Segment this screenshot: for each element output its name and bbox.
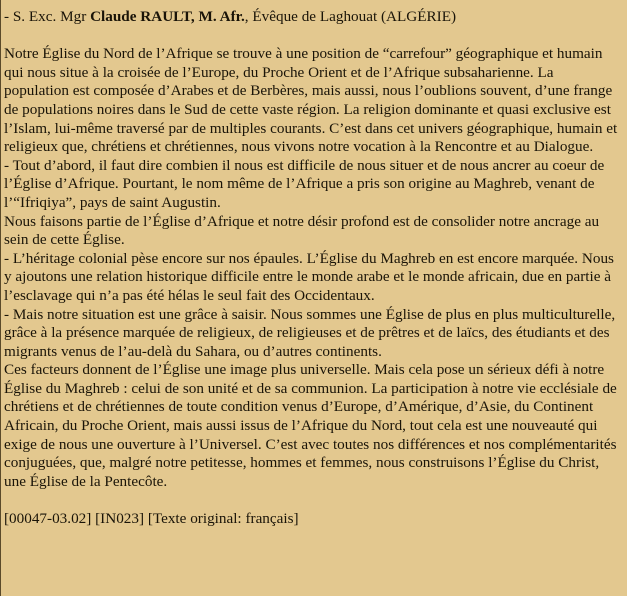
document-body — [4, 8, 622, 529]
speaker-name: Claude RAULT, M. Afr. — [90, 8, 245, 25]
speaker-title: , Évêque de Laghouat (ALGÉRIE) — [244, 8, 457, 25]
speaker-header — [4, 8, 622, 27]
paragraph-intro: Notre Église du Nord de l’Afrique se trouve à une position de “carrefour” géographique et humain qui nous situe à la croisée de l’Europe, du Proche Orient et de l’Afrique subsaharienne. La population est composée d’Arabes et de Berbères, mais aussi, nous l’oublions souvent, d’une frange de populations noires dans le Sud de cette vaste région. La religion dominante et quasi exclusive est l’Islam, lui-même traversé par de multiples courants. C’est dans cet univers géographique, humain et religieux que, chrétiens et chrétiennes, nous vivons notre vocation à la Rencontre et au Dialogue. — [4, 45, 618, 156]
intervention-text — [4, 45, 622, 491]
paragraph-anchoring: - Tout d’abord, il faut dire combien il nous est difficile de nous situer et de nous ancrer au coeur de l’Église d’Afrique. Pourtant, le nom même de l’Afrique a pris son origine au Maghreb, venant de l’“Ifriqiya”, pays de saint Augustin. — [4, 156, 605, 211]
paragraph-colonial-heritage: - L’héritage colonial pèse encore sur nos épaules. L’Église du Maghreb en est encore marquée. Nous y ajoutons une relation historique difficile entre le monde arabe et le monde africain, due en partie à l’esclavage qui n’a pas été hélas le seul fait des Occidentaux. — [4, 249, 614, 304]
speaker-prefix: - S. Exc. Mgr — [4, 8, 91, 25]
paragraph-multicultural: - Mais notre situation est une grâce à saisir. Nous sommes une Église de plus en plus multiculturelle, grâce à la présence marquée de religieux, de religieuses et de prêtres et de laïcs, des étudiants et des migrants venus de l’au-delà du Sahara, ou d’autres continents. — [4, 305, 616, 360]
left-border-rule — [0, 0, 1, 596]
paragraph-belonging: Nous faisons partie de l’Église d’Afrique et notre désir profond est de consolider notre ancrage au sein de cette Église. — [4, 212, 600, 249]
reference-line: [00047-03.02] [IN023] [Texte original: français] — [4, 510, 299, 528]
paragraph-universal: Ces facteurs donnent de l’Église une image plus universelle. Mais cela pose un sérieux défi à notre Église du Maghreb : celui de son unité et de sa communion. La participation à notre vie ecclésiale de chrétiens et de chrétiennes de toute condition venus d’Europe, d’Amérique, d’Asie, du Continent Africain, du Proche Orient, mais aussi issus de l’Afrique du Nord, tout cela est une nouveauté qui exige de nous une ouverture à l’Universel. C’est avec toutes nos différences et nos complémentarités conjuguées, que, malgré notre petitesse, hommes et femmes, nous construisons l’Église du Christ, une Église de la Pentecôte. — [4, 361, 617, 490]
